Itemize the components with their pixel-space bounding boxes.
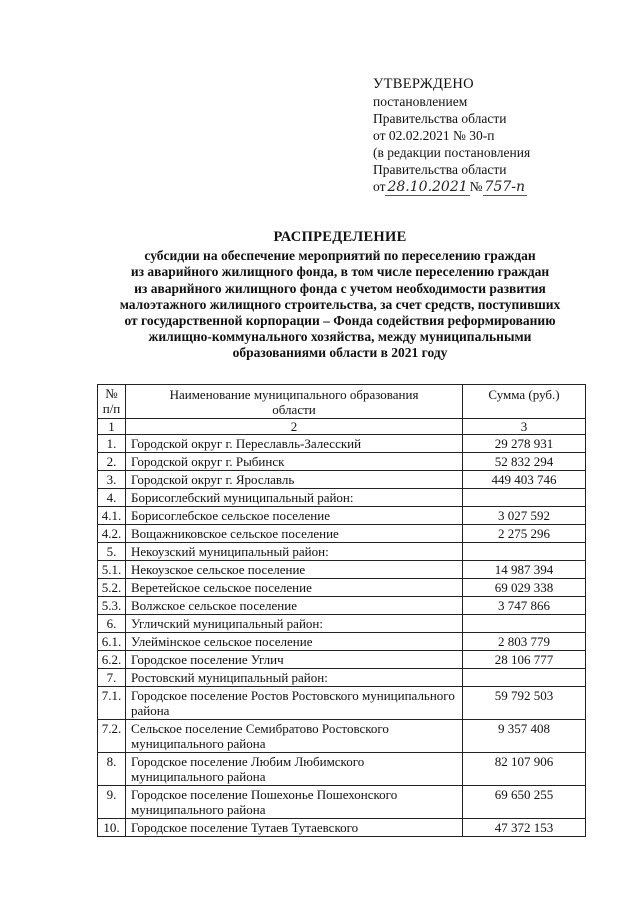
header-num: № п/п bbox=[98, 385, 126, 419]
index-cell: 1 bbox=[98, 419, 126, 435]
cell-sum: 82 107 906 bbox=[463, 753, 586, 786]
cell-num: 4.2. bbox=[98, 525, 126, 543]
table-row bbox=[98, 786, 586, 819]
approval-line: Правительства области bbox=[373, 162, 507, 177]
heading-line: образованиями области в 2021 году bbox=[232, 345, 448, 361]
table-row bbox=[98, 471, 586, 489]
table-row bbox=[98, 435, 586, 453]
cell-num: 5.1. bbox=[98, 561, 126, 579]
cell-name: Городское поселение Углич bbox=[126, 651, 463, 669]
cell-name: Волжское сельское поселение bbox=[126, 597, 463, 615]
approval-line: от 02.02.2021 № 30-п bbox=[373, 128, 495, 143]
cell-num: 1. bbox=[98, 435, 126, 453]
header-sum: Сумма (руб.) bbox=[463, 385, 586, 419]
cell-sum: 29 278 931 bbox=[463, 435, 586, 453]
table-row bbox=[98, 720, 586, 753]
cell-name: Угличский муниципальный район: bbox=[126, 615, 463, 633]
cell-sum: 3 747 866 bbox=[463, 597, 586, 615]
cell-name: Некоузское сельское поселение bbox=[126, 561, 463, 579]
approval-title: УТВЕРЖДЕНО bbox=[373, 76, 474, 92]
cell-sum: 2 803 779 bbox=[463, 633, 586, 651]
table-row bbox=[98, 489, 586, 507]
cell-sum bbox=[463, 489, 586, 507]
table-row bbox=[98, 525, 586, 543]
table-row bbox=[98, 543, 586, 561]
cell-name: Городской округ г. Ярославль bbox=[126, 471, 463, 489]
cell-num: 6.2. bbox=[98, 651, 126, 669]
cell-name: Сельское поселение Семибратово Ростовского муниципального района bbox=[126, 720, 463, 753]
cell-sum: 47 372 153 bbox=[463, 819, 586, 837]
approval-stamp bbox=[373, 76, 530, 196]
cell-name: Городской округ г. Рыбинск bbox=[126, 453, 463, 471]
cell-sum bbox=[463, 669, 586, 687]
table-body bbox=[98, 435, 586, 837]
cell-name: Борисоглебский муниципальный район: bbox=[126, 489, 463, 507]
cell-num: 8. bbox=[98, 753, 126, 786]
heading-line: от государственной корпорации – Фонда содействия реформированию bbox=[124, 313, 556, 329]
cell-name: Борисоглебское сельское поселение bbox=[126, 507, 463, 525]
cell-sum bbox=[463, 543, 586, 561]
cell-num: 5.2. bbox=[98, 579, 126, 597]
heading-line: малоэтажного жилищного строительства, за счет средств, поступивших bbox=[119, 296, 561, 312]
handwritten-date: 28.10.2021 bbox=[387, 179, 468, 195]
cell-name: Городское поселение Пошехонье Пошехонского муниципального района bbox=[126, 786, 463, 819]
header-name: Наименование муниципального образования области bbox=[126, 385, 463, 419]
cell-num: 7. bbox=[98, 669, 126, 687]
cell-name: Улеймінское сельское поселение bbox=[126, 633, 463, 651]
cell-sum bbox=[463, 615, 586, 633]
approval-prefix: от bbox=[373, 179, 386, 194]
cell-sum: 2 275 296 bbox=[463, 525, 586, 543]
cell-num: 6.1. bbox=[98, 633, 126, 651]
table-row bbox=[98, 633, 586, 651]
cell-num: 3. bbox=[98, 471, 126, 489]
cell-sum: 59 792 503 bbox=[463, 687, 586, 720]
cell-name: Вощажниковское сельское поселение bbox=[126, 525, 463, 543]
cell-name: Веретейское сельское поселение bbox=[126, 579, 463, 597]
cell-num: 10. bbox=[98, 819, 126, 837]
approval-line: постановлением bbox=[373, 94, 468, 109]
document-heading bbox=[80, 229, 600, 362]
approval-signature-line bbox=[373, 178, 530, 196]
approval-line: Правительства области bbox=[373, 111, 507, 126]
cell-name: Городское поселение Тутаев Тутаевского bbox=[126, 819, 463, 837]
cell-num: 6. bbox=[98, 615, 126, 633]
table-row bbox=[98, 597, 586, 615]
cell-num: 9. bbox=[98, 786, 126, 819]
table-row bbox=[98, 453, 586, 471]
cell-name: Городской округ г. Переславль-Залесский bbox=[126, 435, 463, 453]
cell-name: Городское поселение Любим Любимского муниципального района bbox=[126, 753, 463, 786]
cell-num: 4.1. bbox=[98, 507, 126, 525]
table-row bbox=[98, 579, 586, 597]
table-row bbox=[98, 669, 586, 687]
cell-sum: 69 029 338 bbox=[463, 579, 586, 597]
table-row bbox=[98, 687, 586, 720]
table-row bbox=[98, 651, 586, 669]
cell-sum: 69 650 255 bbox=[463, 786, 586, 819]
table-row bbox=[98, 507, 586, 525]
cell-num: 4. bbox=[98, 489, 126, 507]
index-cell: 2 bbox=[126, 419, 463, 435]
heading-line: из аварийного жилищного фонда с учетом необходимости развития bbox=[134, 280, 546, 296]
table-row bbox=[98, 753, 586, 786]
heading-line: из аварийного жилищного фонда, в том числе переселению граждан bbox=[130, 264, 550, 280]
number-sign: № bbox=[469, 179, 483, 194]
cell-num: 5. bbox=[98, 543, 126, 561]
cell-name: Городское поселение Ростов Ростовского муниципального района bbox=[126, 687, 463, 720]
table-row bbox=[98, 615, 586, 633]
index-cell: 3 bbox=[463, 419, 586, 435]
distribution-table bbox=[97, 384, 586, 837]
cell-num: 7.1. bbox=[98, 687, 126, 720]
cell-sum: 3 027 592 bbox=[463, 507, 586, 525]
cell-sum: 9 357 408 bbox=[463, 720, 586, 753]
cell-num: 2. bbox=[98, 453, 126, 471]
table-row bbox=[98, 561, 586, 579]
cell-sum: 28 106 777 bbox=[463, 651, 586, 669]
cell-num: 7.2. bbox=[98, 720, 126, 753]
approval-line: (в редакции постановления bbox=[373, 145, 531, 160]
cell-sum: 52 832 294 bbox=[463, 453, 586, 471]
handwritten-number: 757-п bbox=[484, 179, 526, 195]
cell-num: 5.3. bbox=[98, 597, 126, 615]
table-row bbox=[98, 819, 586, 837]
cell-sum: 14 987 394 bbox=[463, 561, 586, 579]
cell-name: Некоузский муниципальный район: bbox=[126, 543, 463, 561]
document-title: РАСПРЕДЕЛЕНИЕ bbox=[273, 229, 407, 245]
heading-line: жилищно-коммунального хозяйства, между муниципальными bbox=[148, 329, 532, 345]
cell-name: Ростовский муниципальный район: bbox=[126, 669, 463, 687]
heading-line: субсидии на обеспечение мероприятий по переселению граждан bbox=[144, 248, 536, 264]
cell-sum: 449 403 746 bbox=[463, 471, 586, 489]
